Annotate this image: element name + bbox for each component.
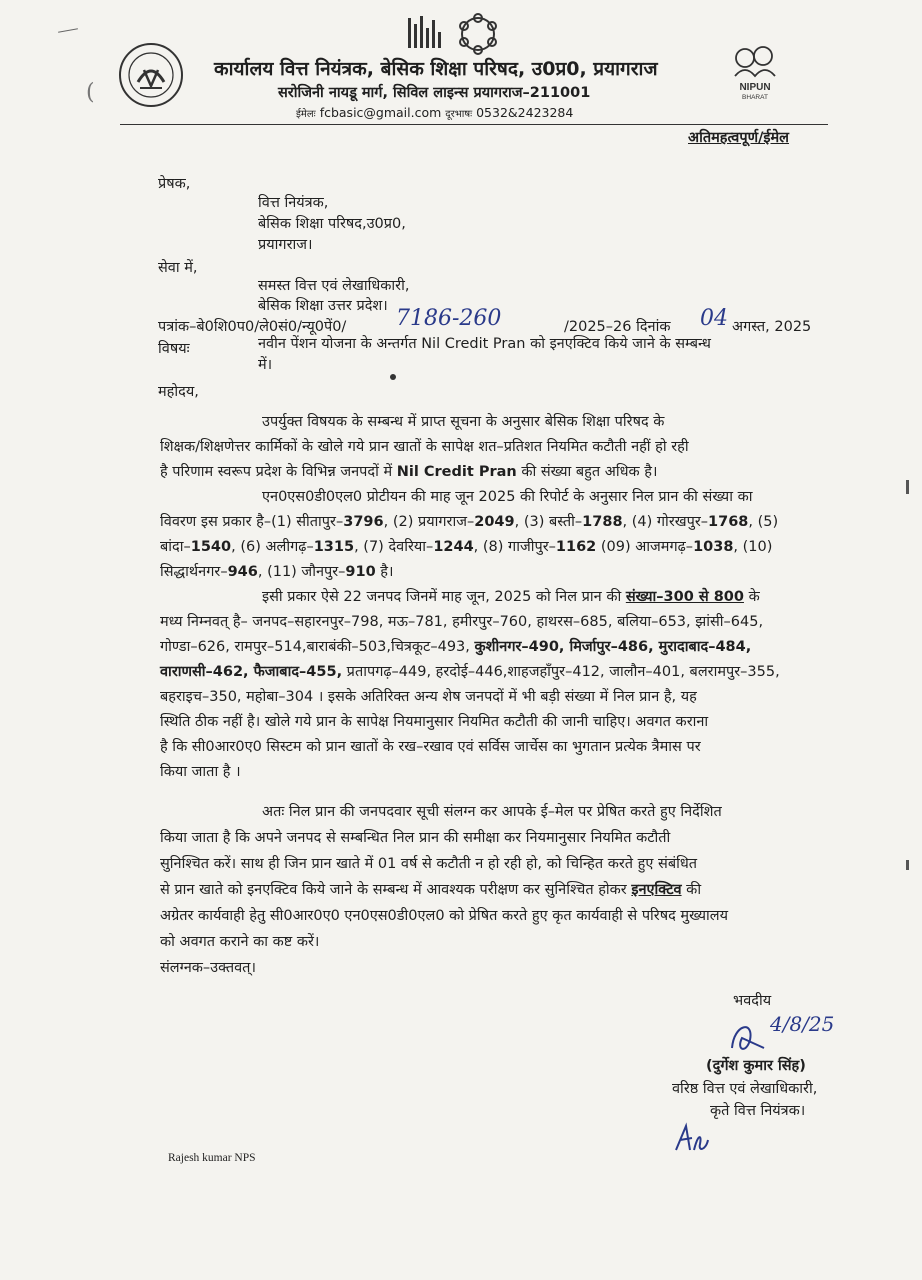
- district-item: [240, 539, 354, 555]
- district-item: [524, 514, 623, 530]
- district-name: (4) गोरखपुर–: [631, 514, 709, 530]
- district-count: 1162: [555, 539, 597, 555]
- recipient-line-2: बेसिक शिक्षा उत्तर प्रदेश।: [258, 298, 388, 314]
- district-name: (8) गाजीपुर–: [482, 539, 556, 555]
- para3-line-4a: वाराणसी–462, फैजाबाद–455,: [160, 664, 343, 680]
- reference-prefix: पत्रांक–बे0शि0प0/ले0सं0/न्यू0पें0/: [158, 319, 347, 335]
- signatory-designation-1: वरिष्ठ वित्त एवं लेखाधिकारी,: [672, 1081, 818, 1097]
- para3-line-8: किया जाता है ।: [160, 764, 241, 780]
- initials-icon: [672, 1120, 712, 1156]
- recipient-line-1: समस्त वित्त एवं लेखाधिकारी,: [258, 278, 410, 294]
- handwritten-day: 04: [700, 306, 728, 331]
- para3-line-7: है कि सी0आर0ए0 सिस्टम को प्रान खातों के रख–रखाव एवं सर्विस जार्चेस का भुगतान प्रत्येक त्रैमास पर: [160, 739, 701, 755]
- para3-line-6: स्थिति ठीक नहीं है। खोले गये प्रान के सापेक्ष नियमानुसार नियमित कटौती की जानी चाहिए। अवगत कराना: [160, 714, 709, 730]
- para3-line-3: [160, 636, 751, 656]
- district-item: [363, 539, 473, 555]
- district-count: 1244: [433, 539, 474, 555]
- samagra-shiksha-logo-icon: [404, 12, 510, 56]
- district-count: 910: [345, 564, 376, 580]
- subject-label: विषयः: [158, 341, 190, 357]
- salutation: महोदय,: [158, 384, 199, 400]
- handwritten-letter-number: 7186-260: [396, 306, 502, 331]
- district-name: (6) अलीगढ़–: [240, 539, 314, 555]
- para1-line-2: शिक्षक/शिक्षणेत्तर कार्मिकों के खोले गये प्रान खातों के सापेक्ष शत–प्रतिशत नियमित कटौती नहीं हो रही: [160, 439, 689, 455]
- para3-line-5: बहराइच–350, महोबा–304 । इसके अतिरिक्त अन्य शेष जनपदों में भी बड़ी संख्या में निल प्रान है, यह: [160, 689, 697, 705]
- para4-line-4: [160, 879, 701, 899]
- para2-line-3: बांदा–1540, (6) अलीगढ़–1315, (7) देवरिया–1244, (8) गाजीपुर–1162 (09) आजमगढ़–1038, (10): [160, 539, 773, 555]
- phone-label: दूरभाषः: [445, 109, 473, 120]
- para1-line-1: उपर्युक्त विषयक के सम्बन्ध में प्राप्त सूचना के अनुसार बेसिक शिक्षा परिषद के: [262, 414, 665, 430]
- prepared-by: Rajesh kumar NPS: [168, 1152, 256, 1164]
- subject-line-2: में।: [258, 357, 273, 373]
- office-title: कार्यालय वित्त नियंत्रक, बेसिक शिक्षा परिषद, उ0प्र0, प्रयागराज: [214, 58, 658, 80]
- district-count: 946: [227, 564, 258, 580]
- district-item: [632, 514, 749, 530]
- district-count: 1788: [582, 514, 623, 530]
- ink-dot: [390, 374, 396, 380]
- sender-line-1: वित्त नियंत्रक,: [258, 195, 329, 211]
- para3-line-1a: इसी प्रकार ऐसे 22 जनपद जिनमें माह जून, 2025 को निल प्रान की: [262, 589, 626, 605]
- reference-year-date-label: /2025–26 दिनांक: [564, 319, 671, 335]
- nil-credit-pran-text: Nil Credit Pran: [396, 464, 517, 480]
- urgent-email-tag: अतिमहत्वपूर्ण/ईमेल: [688, 130, 790, 146]
- district-count: 2049: [474, 514, 515, 530]
- para3-line-3b: कुशीनगर–490, मिर्जापुर–486, मुरादाबाद–484,: [474, 639, 752, 655]
- para4-line-4a: से प्रान खाते को इनएक्टिव किये जाने के सम्बन्ध में आवश्यक परीक्षण कर सुनिश्चित होकर: [160, 882, 632, 898]
- district-index: (5): [757, 514, 779, 530]
- district-name: बांदा: [160, 539, 184, 555]
- email-value: fcbasic@gmail.com: [319, 105, 442, 120]
- district-count: 3796: [343, 514, 384, 530]
- para3-line-1: [262, 586, 760, 606]
- district-name: (1) सीतापुर–: [271, 514, 344, 530]
- reference-month-year: अगस्त, 2025: [732, 319, 812, 335]
- district-name: (2) प्रयागराज–: [392, 514, 475, 530]
- yours-faithfully: भवदीय: [733, 993, 772, 1009]
- district-name: सिद्धार्थनगर: [160, 564, 221, 580]
- district-item: [271, 514, 384, 530]
- handwritten-sign-date: 4/8/25: [770, 1012, 835, 1036]
- para1-line-3: [160, 461, 657, 481]
- para4-line-5: अग्रेतर कार्यवाही हेतु सी0आर0ए0 एन0एस0डी0एल0 को प्रेषित करते हुए कृत कार्यवाही से परिषद मुख्यालय: [160, 908, 728, 924]
- district-item: [267, 564, 376, 580]
- para3-line-3a: गोण्डा–626, रामपुर–514,बाराबंकी–503,चित्रकूट–493,: [160, 639, 475, 655]
- district-item: [393, 514, 515, 530]
- sender-line-3: प्रयागराज।: [258, 237, 313, 253]
- count-range-text: संख्या–300 से 800: [625, 589, 744, 605]
- inactive-emphasis-text: इनएक्टिव: [631, 882, 682, 898]
- para2-line-1: एन0एस0डी0एल0 प्रोटीयन की माह जून 2025 की रिपोर्ट के अनुसार निल प्रान की संख्या का: [262, 489, 753, 505]
- recipient-label: सेवा में,: [158, 260, 198, 276]
- para4-line-6: को अवगत कराने का कष्ट करें।: [160, 934, 320, 950]
- header-divider: [120, 124, 828, 125]
- nipun-logo-text: NIPUN: [739, 82, 771, 93]
- para4-line-1: अतः निल प्रान की जनपदवार सूची संलग्न कर आपके ई–मेल पर प्रेषित करते हुए निर्देशित: [262, 804, 722, 820]
- sender-line-2: बेसिक शिक्षा परिषद,उ0प्र0,: [258, 216, 406, 232]
- district-count: 1315: [313, 539, 355, 555]
- nipun-logo-subtext: BHARAT: [742, 94, 768, 101]
- para2-intro: विवरण इस प्रकार है–: [160, 514, 272, 530]
- margin-bracket-mark: (: [86, 80, 95, 105]
- para3-line-4b: प्रतापगढ़–449, हरदोई–446,शाहजहाँपुर–412, जालौन–401, बलरामपुर–355,: [342, 664, 780, 680]
- district-name: (7) देवरिया–: [363, 539, 434, 555]
- phone-value: 0532&2423284: [476, 105, 574, 120]
- office-contact: [296, 105, 573, 120]
- office-address: सरोजिनी नायडू मार्ग, सिविल लाइन्स प्रयागराज–211001: [278, 85, 591, 101]
- subject-line-1: नवीन पेंशन योजना के अन्तर्गत Nil Credit Pran को इनएक्टिव किये जाने के सम्बन्ध: [258, 336, 711, 352]
- enclosure-note: संलग्नक–उक्तवत्।: [160, 960, 256, 976]
- para3-line-2: मध्य निम्नवत् है– जनपद–सहारनपुर–798, मऊ–781, हमीरपुर–760, हाथरस–685, बलिया–653, झांसी–645,: [160, 614, 764, 630]
- email-label: ईमेलः: [296, 109, 316, 120]
- district-name: (09) आजमगढ़–: [600, 539, 694, 555]
- edge-mark: [906, 860, 909, 870]
- nipun-bharat-logo-icon: [725, 40, 785, 102]
- district-count: 1768: [708, 514, 749, 530]
- para1-line-3c: की संख्या बहुत अधिक है।: [516, 464, 658, 480]
- district-count: 1038: [693, 539, 734, 555]
- up-government-emblem-icon: [118, 42, 184, 108]
- para4-line-2: किया जाता है कि अपने जनपद से सम्बन्धित निल प्रान की समीक्षा कर नियमानुसार नियमित कटौती: [160, 830, 671, 846]
- para3-line-4: [160, 661, 780, 681]
- district-name: (3) बस्ती–: [523, 514, 583, 530]
- margin-pen-mark: [58, 28, 78, 32]
- para2-line-4: सिद्धार्थनगर–946, (11) जौनपुर–910 है।: [160, 564, 394, 580]
- district-item: [601, 539, 734, 555]
- district-item: [483, 539, 596, 555]
- district-count: 1540: [190, 539, 232, 555]
- district-name: (11) जौनपुर–: [267, 564, 346, 580]
- sender-label: प्रेषक,: [158, 176, 191, 192]
- para3-line-1c: के: [743, 589, 760, 605]
- district-index: (10): [742, 539, 773, 555]
- edge-mark: [906, 480, 909, 494]
- para1-line-3a: है परिणाम स्वरूप प्रदेश के विभिन्न जनपदों में: [160, 464, 397, 480]
- para2-line-2: विवरण इस प्रकार है–(1) सीतापुर–3796, (2) प्रयागराज–2049, (3) बस्ती–1788, (4) गोरखपुर–1768, (5): [160, 514, 779, 530]
- para4-line-3: सुनिश्चित करें। साथ ही जिन प्रान खाते में 01 वर्ष से कटौती न हो रही हो, को चिन्हित करते हुए संबंधित: [160, 856, 698, 872]
- para4-line-4c: की: [681, 882, 702, 898]
- signatory-designation-2: कृते वित्त नियंत्रक।: [710, 1103, 806, 1119]
- signatory-name: (दुर्गेश कुमार सिंह): [706, 1058, 806, 1074]
